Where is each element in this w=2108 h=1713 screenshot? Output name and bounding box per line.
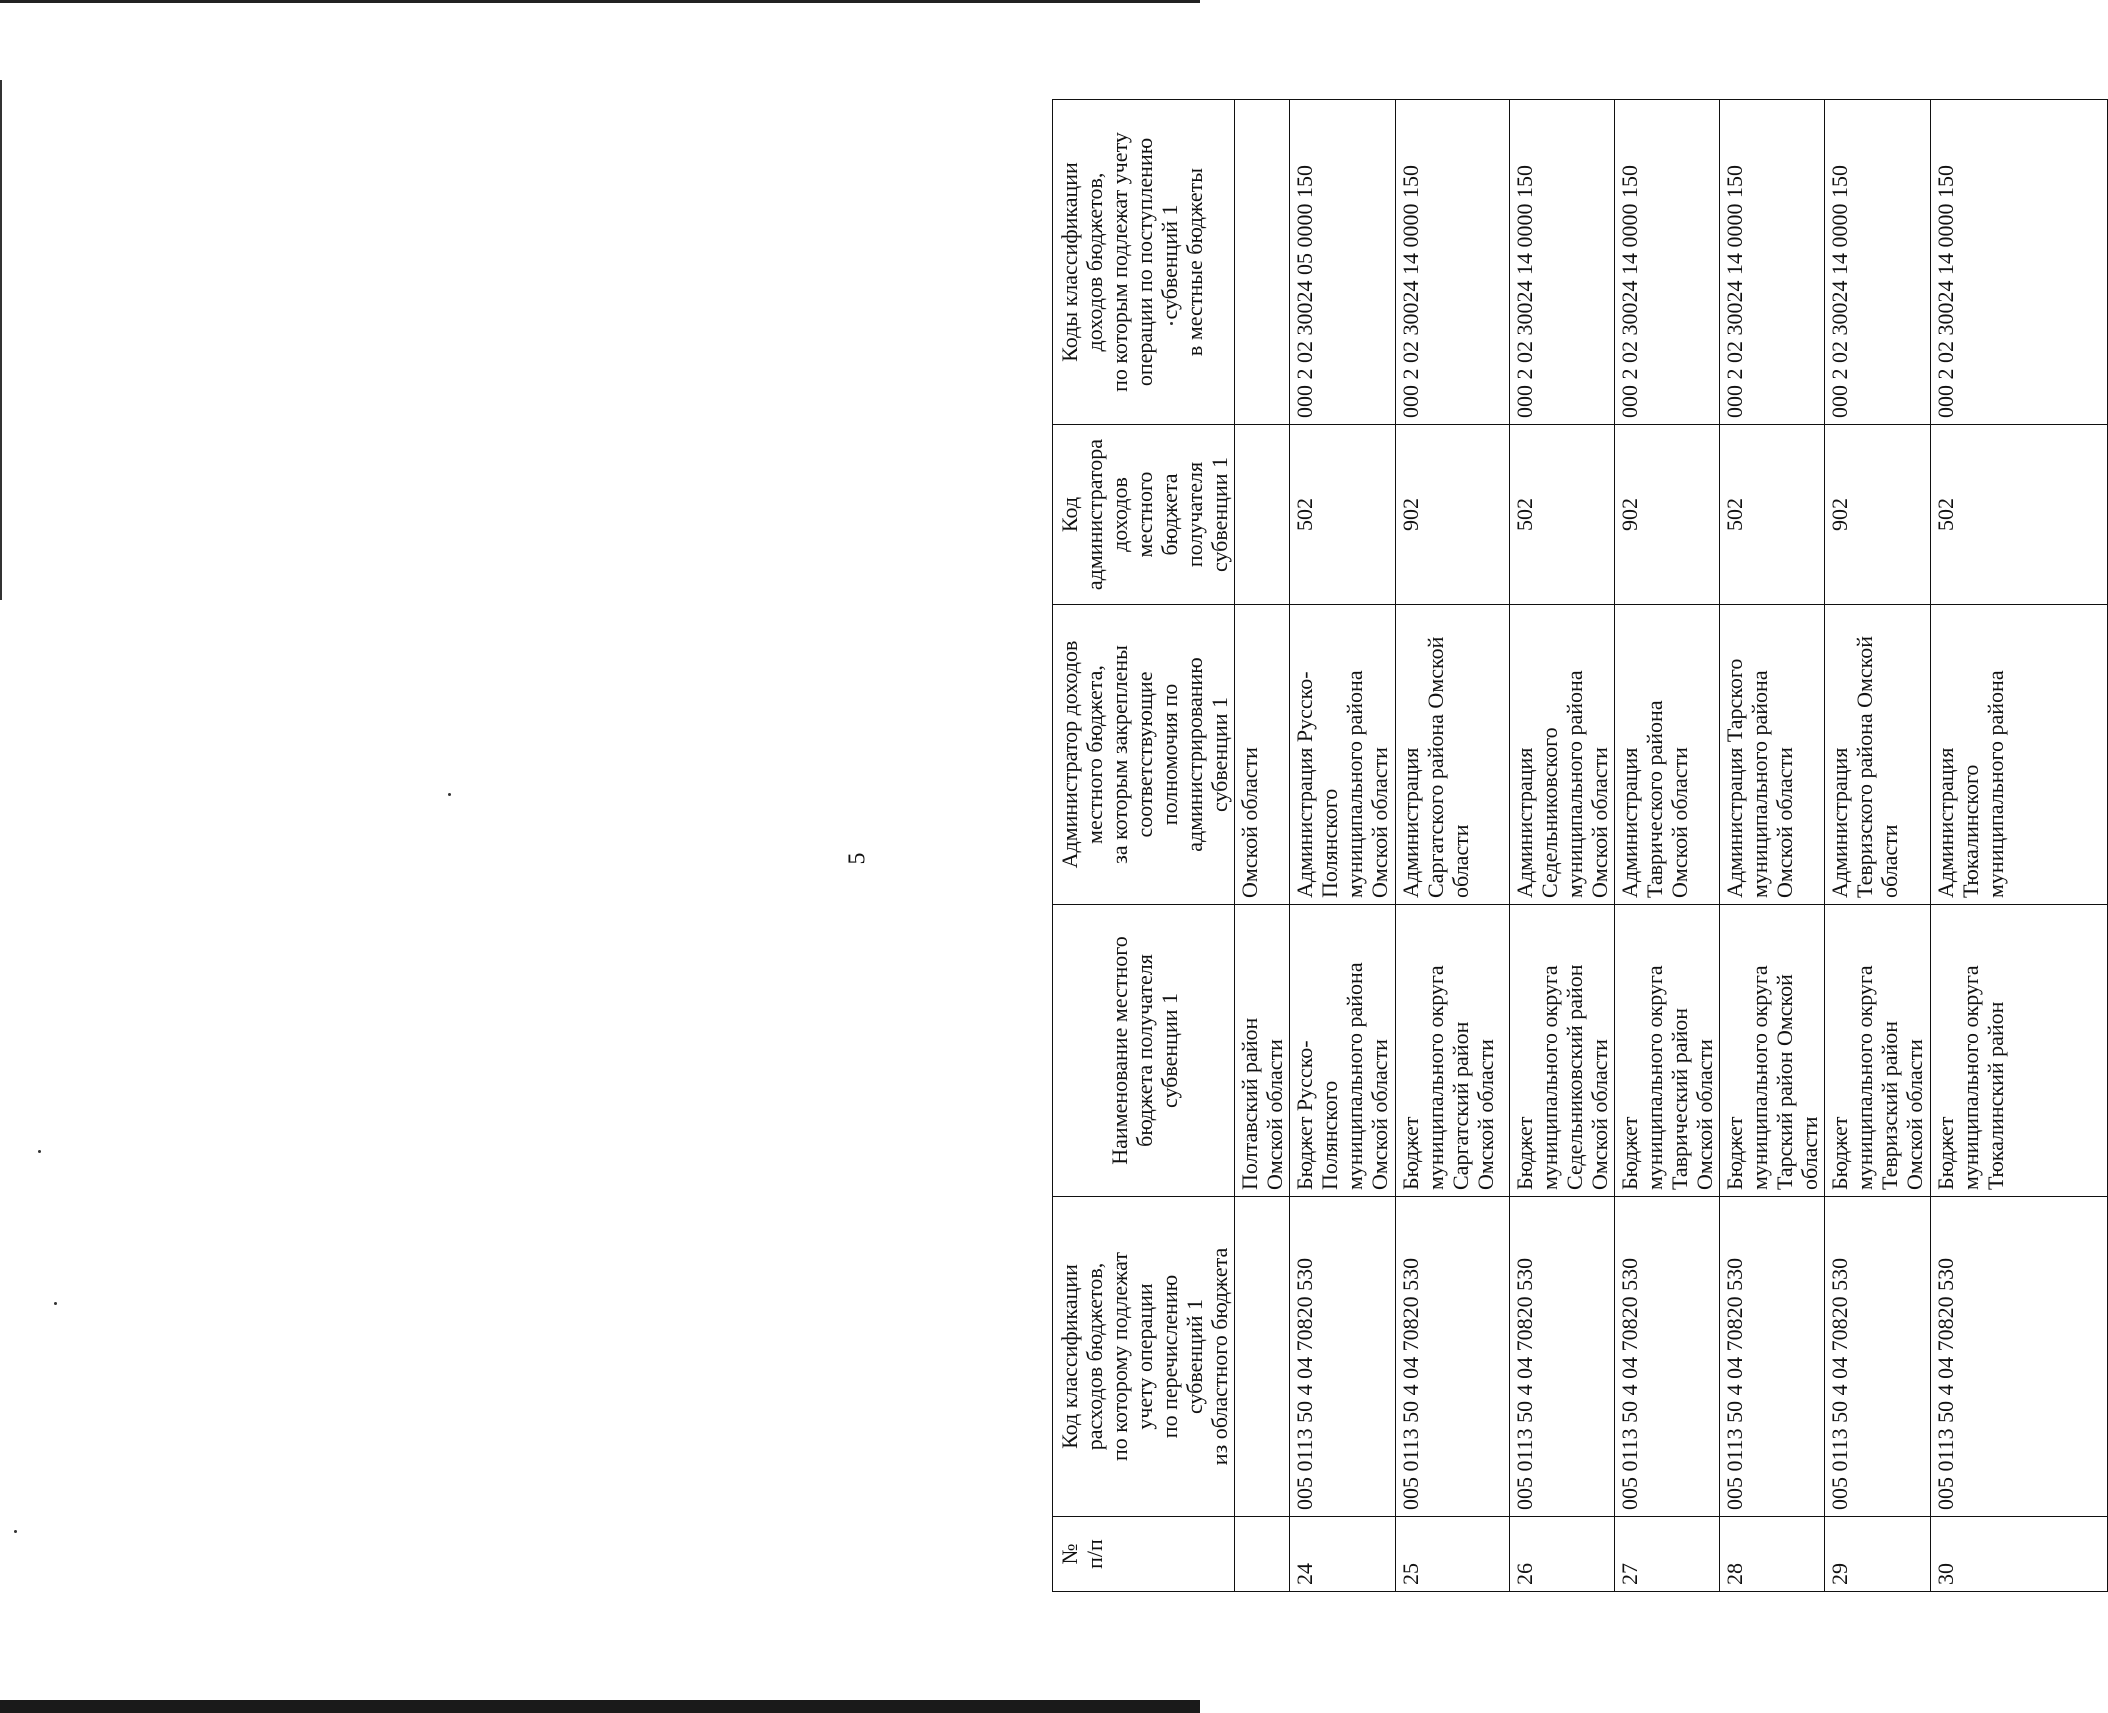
- cell-budget-name: Бюджет Русско- Полянского муниципального района Омской области: [1290, 905, 1396, 1197]
- cell-income-code: [1235, 100, 1290, 425]
- cell-administrator: Администрация Русско- Полянского муниципального района Омской области: [1290, 605, 1396, 905]
- scan-border-left: [0, 80, 2, 600]
- cell-expense-code: 005 0113 50 4 04 70820 530: [1931, 1197, 2108, 1517]
- cell-administrator: Администрация Тюкалинского муниципального района: [1931, 605, 2108, 905]
- rotated-table-frame: [1052, 100, 2100, 1592]
- table-row: [1615, 100, 1720, 1592]
- cell-expense-code: 005 0113 50 4 04 70820 530: [1720, 1197, 1825, 1517]
- table-row: [1290, 100, 1396, 1592]
- cell-administrator: Администрация Саргатского района Омской области: [1396, 605, 1510, 905]
- cell-administrator: Администрация Седельниковского муниципального района Омской области: [1510, 605, 1615, 905]
- cell-income-code: 000 2 02 30024 14 0000 150: [1615, 100, 1720, 425]
- subvention-table: [1052, 99, 2108, 1592]
- cell-admin-code: 902: [1615, 425, 1720, 605]
- cell-num: [1235, 1517, 1290, 1592]
- cell-admin-code: 902: [1825, 425, 1931, 605]
- cell-administrator: Омской области: [1235, 605, 1290, 905]
- cell-expense-code: 005 0113 50 4 04 70820 530: [1825, 1197, 1931, 1517]
- table-header-row: [1053, 100, 1235, 1592]
- cell-income-code: 000 2 02 30024 14 0000 150: [1510, 100, 1615, 425]
- cell-expense-code: [1235, 1197, 1290, 1517]
- header-income-code: Коды классификации доходов бюджетов, по которым подлежат учету операции по поступлению субвенций 1 в местные бюджеты: [1053, 100, 1235, 425]
- header-num: № п/п: [1053, 1517, 1235, 1592]
- cell-admin-code: 502: [1931, 425, 2108, 605]
- cell-administrator: Администрация Тевризского района Омской области: [1825, 605, 1931, 905]
- scan-speck: [54, 1302, 57, 1305]
- cell-admin-code: [1235, 425, 1290, 605]
- scan-border-bottom: [0, 1700, 1200, 1713]
- scan-speck: [14, 1530, 17, 1533]
- cell-num: 24: [1290, 1517, 1396, 1592]
- scan-border-top: [0, 0, 1200, 3]
- cell-admin-code: 502: [1510, 425, 1615, 605]
- table-row: [1720, 100, 1825, 1592]
- header-administrator: Администратор доходов местного бюджета, за которым закреплены соответствующие полномочия по администрированию субвенции 1: [1053, 605, 1235, 905]
- cell-income-code: 000 2 02 30024 14 0000 150: [1931, 100, 2108, 425]
- cell-administrator: Администрация Таврического района Омской области: [1615, 605, 1720, 905]
- cell-income-code: 000 2 02 30024 14 0000 150: [1720, 100, 1825, 425]
- cell-budget-name: Бюджет муниципального округа Саргатский район Омской области: [1396, 905, 1510, 1197]
- cell-budget-name: Бюджет муниципального округа Таврический район Омской области: [1615, 905, 1720, 1197]
- cell-budget-name: Бюджет муниципального округа Тюкалинский район: [1931, 905, 2108, 1197]
- cell-expense-code: 005 0113 50 4 04 70820 530: [1510, 1197, 1615, 1517]
- cell-expense-code: 005 0113 50 4 04 70820 530: [1615, 1197, 1720, 1517]
- cell-num: 30: [1931, 1517, 2108, 1592]
- cell-num: 25: [1396, 1517, 1510, 1592]
- table-row: [1396, 100, 1510, 1592]
- page-number: 5: [844, 852, 871, 865]
- cell-budget-name: Полтавский район Омской области: [1235, 905, 1290, 1197]
- table-row: [1510, 100, 1615, 1592]
- table-row-continuation: [1235, 100, 1290, 1592]
- cell-admin-code: 902: [1396, 425, 1510, 605]
- cell-budget-name: Бюджет муниципального округа Тарский район Омской области: [1720, 905, 1825, 1197]
- cell-num: 26: [1510, 1517, 1615, 1592]
- cell-administrator: Администрация Тарского муниципального района Омской области: [1720, 605, 1825, 905]
- scan-speck: [38, 1150, 41, 1153]
- cell-num: 29: [1825, 1517, 1931, 1592]
- cell-income-code: 000 2 02 30024 05 0000 150: [1290, 100, 1396, 425]
- header-admin-code: Код администратора доходов местного бюджета получателя субвенции 1: [1053, 425, 1235, 605]
- cell-admin-code: 502: [1720, 425, 1825, 605]
- scan-speck: [448, 793, 451, 796]
- cell-income-code: 000 2 02 30024 14 0000 150: [1396, 100, 1510, 425]
- cell-budget-name: Бюджет муниципального округа Тевризский район Омской области: [1825, 905, 1931, 1197]
- cell-admin-code: 502: [1290, 425, 1396, 605]
- cell-income-code: 000 2 02 30024 14 0000 150: [1825, 100, 1931, 425]
- table-row: [1931, 100, 2108, 1592]
- table-row: [1825, 100, 1931, 1592]
- cell-num: 28: [1720, 1517, 1825, 1592]
- header-budget-name: Наименование местного бюджета получателя субвенции 1: [1053, 905, 1235, 1197]
- cell-expense-code: 005 0113 50 4 04 70820 530: [1396, 1197, 1510, 1517]
- cell-budget-name: Бюджет муниципального округа Седельниковский район Омской области: [1510, 905, 1615, 1197]
- cell-num: 27: [1615, 1517, 1720, 1592]
- cell-expense-code: 005 0113 50 4 04 70820 530: [1290, 1197, 1396, 1517]
- header-expense-code: Код классификации расходов бюджетов, по которому подлежат учету операции по перечислению субвенций 1 из областного бюджета: [1053, 1197, 1235, 1517]
